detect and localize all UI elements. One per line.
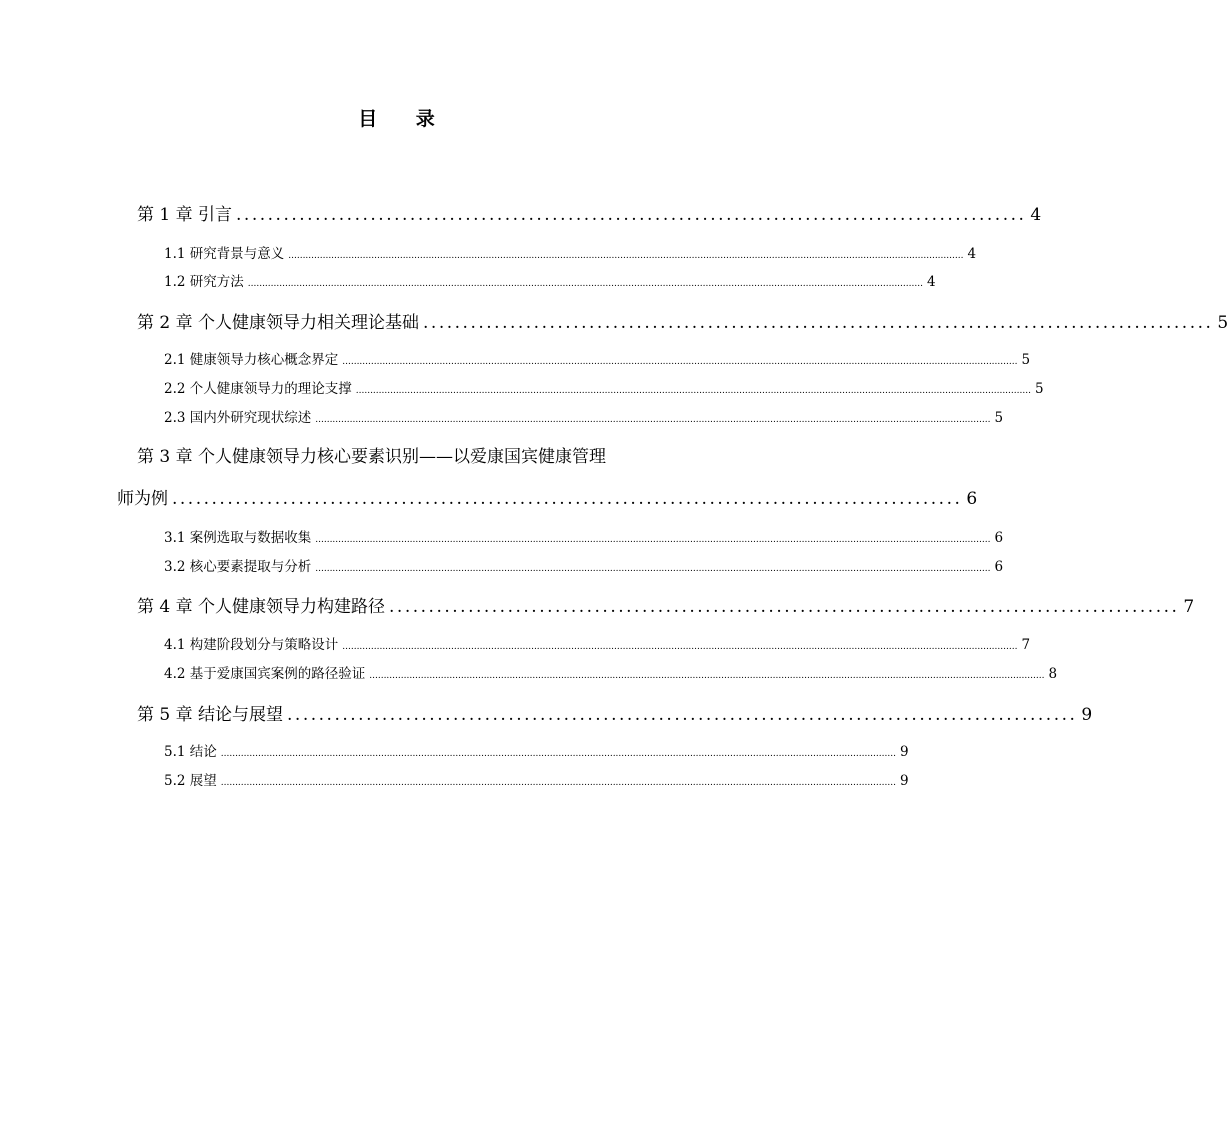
toc-section-2-1[interactable] <box>164 348 1031 368</box>
toc-chapter-3[interactable] <box>117 484 978 509</box>
toc-label: 2.1 健康领导力核心概念界定 <box>164 352 339 368</box>
dot-leader: .................................................................................................... <box>287 705 1078 725</box>
toc-chapter-2[interactable] <box>137 308 1228 333</box>
toc-label: 第 2 章 个人健康领导力相关理论基础 <box>137 313 420 333</box>
dot-leader: ............................................................................................................................................................................................................................................ <box>315 564 991 574</box>
dot-leader: ............................................................................................................................................................................................................................................ <box>247 279 923 289</box>
toc-page-number: 7 <box>1021 637 1031 653</box>
dot-leader: ............................................................................................................................................................................................................................................ <box>288 251 964 261</box>
toc-label: 3.2 核心要素提取与分析 <box>164 559 312 575</box>
toc-label: 1.1 研究背景与意义 <box>164 246 285 262</box>
toc-chapter-4[interactable] <box>137 592 1195 617</box>
toc-label: 2.2 个人健康领导力的理论支撑 <box>164 381 352 397</box>
toc-label: 4.1 构建阶段划分与策略设计 <box>164 637 339 653</box>
dot-leader: .................................................................................................... <box>236 205 1027 225</box>
toc-section-1-2[interactable] <box>164 270 936 290</box>
dot-leader: ............................................................................................................................................................................................................................................ <box>355 386 1031 396</box>
toc-page-number: 5 <box>1034 381 1044 397</box>
toc-section-3-2[interactable] <box>164 555 1004 575</box>
dot-leader: ............................................................................................................................................................................................................................................ <box>315 535 991 545</box>
toc-section-5-1[interactable] <box>164 740 909 760</box>
dot-leader: ............................................................................................................................................................................................................................................ <box>369 671 1045 681</box>
toc-page-number: 4 <box>926 274 936 290</box>
toc-page-number: 5 <box>994 410 1004 426</box>
dot-leader: .................................................................................................... <box>389 597 1180 617</box>
dot-leader: ............................................................................................................................................................................................................................................ <box>315 415 991 425</box>
toc-page-number: 6 <box>994 530 1004 546</box>
toc-page-number: 9 <box>1081 705 1093 725</box>
toc-section-2-3[interactable] <box>164 406 1004 426</box>
toc-chapter-5[interactable] <box>137 700 1093 725</box>
toc-page-number: 8 <box>1048 666 1058 682</box>
toc-label: 4.2 基于爱康国宾案例的路径验证 <box>164 666 366 682</box>
toc-label: 师为例 <box>117 489 168 509</box>
dot-leader: ............................................................................................................................................................................................................................................ <box>342 357 1018 367</box>
toc-section-4-2[interactable] <box>164 662 1058 682</box>
toc-label: 5.2 展望 <box>164 773 217 789</box>
dot-leader: ............................................................................................................................................................................................................................................ <box>342 642 1018 652</box>
toc-page-number: 7 <box>1183 597 1195 617</box>
toc-section-2-2[interactable] <box>164 377 1044 397</box>
toc-chapter-1[interactable] <box>137 200 1042 225</box>
toc-label: 第 1 章 引言 <box>137 205 233 225</box>
toc-page-number: 4 <box>967 246 977 262</box>
toc-page-number: 5 <box>1217 313 1228 333</box>
toc-section-4-1[interactable] <box>164 633 1031 653</box>
toc-section-1-1[interactable] <box>164 242 977 262</box>
toc-label: 2.3 国内外研究现状综述 <box>164 410 312 426</box>
dot-leader: ............................................................................................................................................................................................................................................ <box>220 749 896 759</box>
toc-page-number: 9 <box>899 744 909 760</box>
toc-page-number: 9 <box>899 773 909 789</box>
toc-label: 1.2 研究方法 <box>164 274 244 290</box>
toc-page-number: 5 <box>1021 352 1031 368</box>
toc-section-5-2[interactable] <box>164 769 909 789</box>
toc-page-number: 4 <box>1030 205 1042 225</box>
dot-leader: ............................................................................................................................................................................................................................................ <box>220 778 896 788</box>
toc-page-number: 6 <box>966 489 978 509</box>
toc-label: 第 4 章 个人健康领导力构建路径 <box>137 597 386 617</box>
dot-leader: .................................................................................................... <box>423 313 1214 333</box>
dot-leader: .................................................................................................... <box>172 489 963 509</box>
toc-page-number: 6 <box>994 559 1004 575</box>
toc-chapter-3-line1[interactable]: 第 3 章 个人健康领导力核心要素识别——以爱康国宾健康管理 <box>137 447 607 467</box>
toc-section-3-1[interactable] <box>164 526 1004 546</box>
toc-label: 3.1 案例选取与数据收集 <box>164 530 312 546</box>
page-title: 目 录 <box>358 108 451 130</box>
toc-label: 5.1 结论 <box>164 744 217 760</box>
toc-label: 第 5 章 结论与展望 <box>137 705 284 725</box>
